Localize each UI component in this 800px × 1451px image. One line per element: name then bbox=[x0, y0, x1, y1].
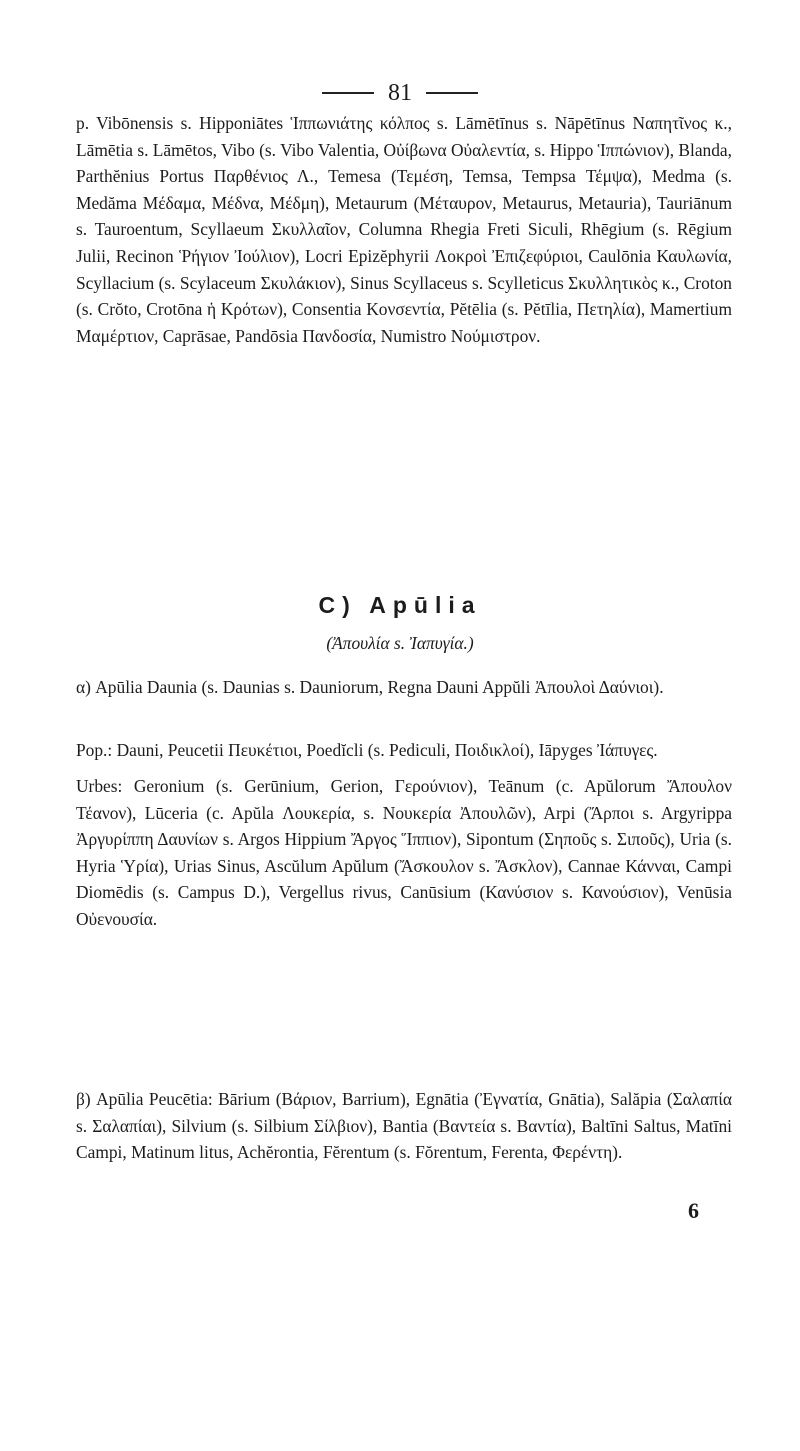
section-subtitle: (Ἀπουλία s. Ἰαπυγία.) bbox=[326, 633, 474, 653]
section-title: C) Apūlia bbox=[318, 592, 482, 618]
page-header bbox=[0, 78, 800, 108]
paragraph-apulia-daunia: α) Apūlia Daunia (s. Daunias s. Dauniorum, Regna Dauni Appŭli Ἀπουλοὶ Δαύνιοι). bbox=[76, 677, 664, 697]
signature-mark: 6 bbox=[688, 1198, 699, 1223]
paragraph-apulia-peucetia: β) Apūlia Peucētia: Bārium (Βάριον, Barrium), Egnātia (Ἐγνατία, Gnātia), Salăpia (Σαλαπία s. Σαλαπίαι), Silvium (s. Silbium Σίλβιον), Bantia (Βαντεία s. Βαντία), Baltīni Saltus, Matīni Campi, Matinum litus, Achĕrontia, Fĕrentum (s. Fŏrentum, Ferenta, Φερέντη). bbox=[76, 1089, 732, 1163]
paragraph-bruttium-continued: p. Vibōnensis s. Hipponiātes Ἱππωνιάτης κόλπος s. Lāmētīnus s. Nāpētīnus Ναπητῖνος κ., Lāmētia s. Lāmētos, Vibo (s. Vibo Valentia, Οὐίβωνα Οὐαλεντία, s. Hippo Ἱππώνιον), Blanda, Parthĕnius Portus Παρθένιος Λ., Temesa (Τεμέση, Temsa, Tempsa Τέμψα), Medma (s. Medăma Μέδαμα, Μέδνα, Μέδμη), Metaurum (Μέταυρον, Metaurus, Metauria), Tauriānum s. Tauroentum, Scyllaeum Σκυλλαῖον, Columna Rhegia Freti Siculi, Rhēgium (s. Rēgium Julii, Recinon Ῥήγιον Ἰούλιον), Locri Epizĕphyrii Λοκροὶ Ἐπιζεφύριοι, Caulōnia Καυλωνία, Scyllacium (s. Scylaceum Σκυλάκιον), Sinus Scyllaceus s. Scylleticus Σκυλλητικὸς κ., Croton (s. Crŏto, Crotōna ἡ Κρότων), Consentia Κονσεντία, Pĕtēlia (s. Pĕtīlia, Πετηλία), Mamertium Μαμέρτιον, Caprāsae, Pandōsia Πανδοσία, Numistro Νούμιστρον. bbox=[76, 113, 732, 346]
paragraph-urbes: Urbes: Geronium (s. Gerūnium, Gerion, Γερούνιον), Teānum (c. Apŭlorum Ἄπουλον Τέανον), Lūceria (c. Apŭla Λουκερία, s. Νουκερία Ἀπουλῶν), Arpi (Ἄρποι s. Argyrippa Ἀργυρίππη Δαυνίων s. Argos Hippium Ἄργος Ἵππιον), Sipontum (Σηποῦς s. Σιποῦς), Uria (s. Hyria Ὑρία), Urias Sinus, Ascŭlum Apŭlum (Ἄσκουλον s. Ἄσκλον), Cannae Κάνναι, Campi Diomēdis (s. Campus D.), Vergellus rivus, Canūsium (Κανύσιον s. Κανούσιον), Venūsia Οὐενουσία. bbox=[76, 776, 732, 929]
page-number: 81 bbox=[388, 79, 412, 106]
header-rule-right bbox=[426, 92, 478, 94]
header-rule-left bbox=[322, 92, 374, 94]
paragraph-populi: Pop.: Dauni, Peucetii Πευκέτιοι, Poedĭcli (s. Pediculi, Ποιδικλοί), Iāpyges Ἰάπυγες. bbox=[76, 740, 658, 760]
